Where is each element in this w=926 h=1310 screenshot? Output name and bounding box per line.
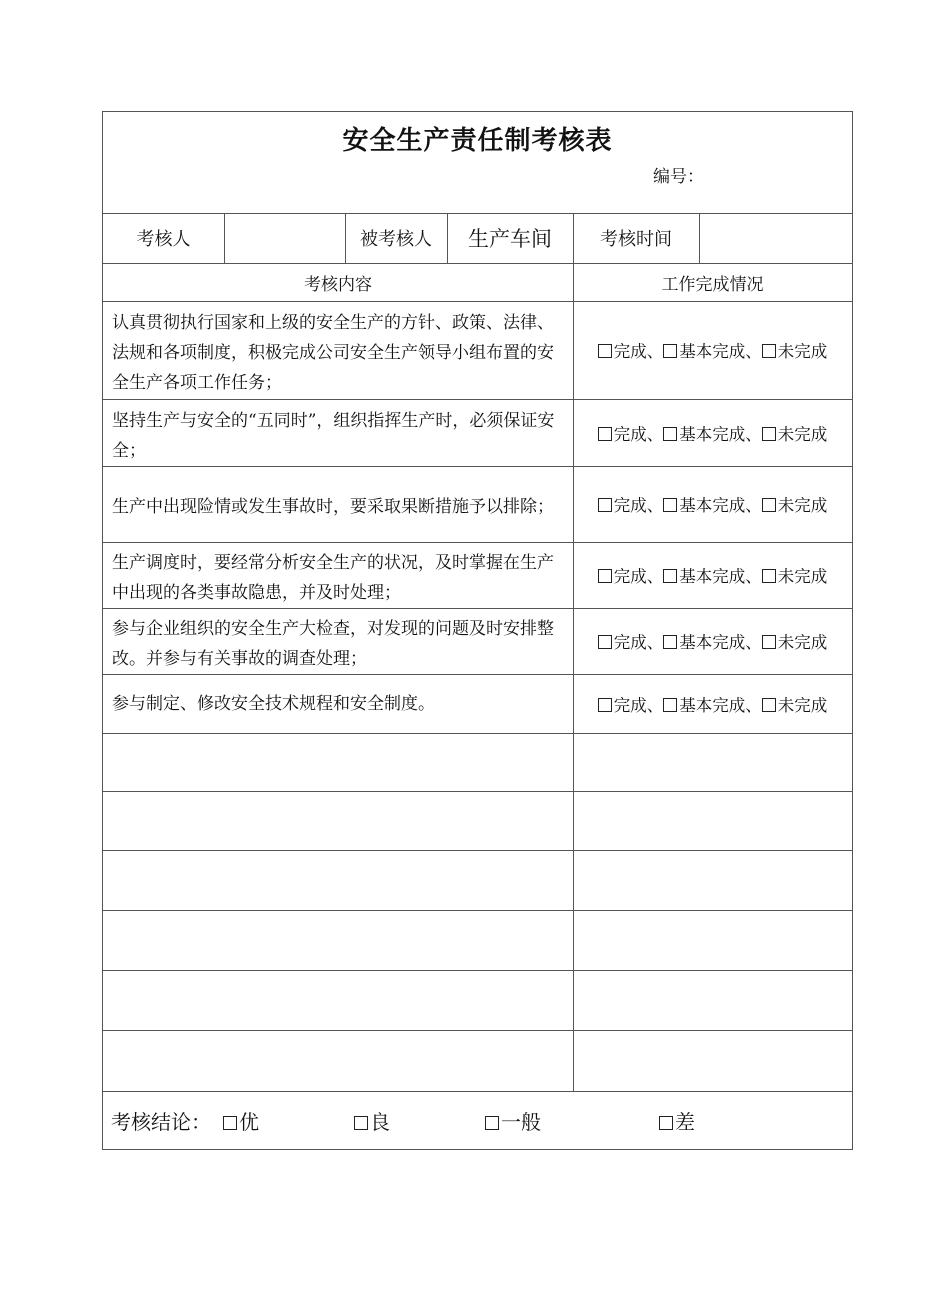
checkbox-icon bbox=[598, 427, 612, 441]
status-option-label: 完成 bbox=[613, 496, 647, 515]
assessor-label: 考核人 bbox=[136, 229, 191, 250]
status-option-label: 未完成 bbox=[777, 496, 828, 515]
status-option-label: 完成 bbox=[613, 633, 647, 652]
empty-status-cell[interactable] bbox=[573, 850, 852, 910]
empty-content-cell[interactable] bbox=[103, 970, 573, 1030]
conclusion-option-excellent[interactable]: 优 bbox=[223, 1106, 259, 1135]
item-content: 参与企业组织的安全生产大检查，对发现的问题及时安排整改。并参与有关事故的调查处理； bbox=[112, 619, 554, 669]
status-option[interactable] bbox=[762, 421, 828, 445]
item-status bbox=[573, 399, 852, 466]
status-option-label: 基本完成 bbox=[679, 424, 746, 444]
status-option-label: 未完成 bbox=[777, 424, 828, 444]
status-option[interactable] bbox=[598, 563, 647, 587]
checkbox-icon bbox=[663, 698, 677, 712]
empty-status-cell[interactable] bbox=[573, 1030, 852, 1091]
empty-content-cell[interactable] bbox=[103, 910, 573, 970]
status-option-label: 完成 bbox=[613, 567, 647, 586]
checkbox-icon bbox=[485, 1116, 499, 1130]
checkbox-icon bbox=[663, 635, 677, 649]
checkbox-icon bbox=[354, 1116, 368, 1130]
status-separator: 、 bbox=[646, 695, 664, 715]
status-separator: 、 bbox=[646, 496, 664, 515]
conclusion-option-good[interactable]: 良 bbox=[354, 1106, 390, 1135]
status-option-label: 基本完成 bbox=[679, 695, 746, 715]
conclusion-row bbox=[103, 1091, 852, 1149]
status-separator: 、 bbox=[745, 342, 762, 361]
item-status bbox=[573, 674, 852, 733]
status-option[interactable] bbox=[663, 492, 745, 516]
status-separator: 、 bbox=[745, 424, 762, 444]
status-option-label: 完成 bbox=[613, 342, 647, 361]
status-separator: 、 bbox=[646, 567, 664, 586]
status-option[interactable] bbox=[663, 563, 745, 587]
item-content: 生产中出现险情或发生事故时，要采取果断措施予以排除； bbox=[112, 497, 554, 517]
empty-status-cell[interactable] bbox=[573, 970, 852, 1030]
status-option-label: 未完成 bbox=[777, 342, 828, 361]
status-separator: 、 bbox=[646, 633, 664, 652]
assessment-time-label: 考核时间 bbox=[600, 229, 672, 250]
status-option-label: 基本完成 bbox=[679, 496, 746, 515]
status-option[interactable] bbox=[663, 338, 745, 362]
assessment-time-field[interactable] bbox=[699, 213, 852, 263]
content-column-header: 考核内容 bbox=[304, 274, 372, 295]
empty-status-cell[interactable] bbox=[573, 910, 852, 970]
form-title: 安全生产责任制考核表 bbox=[342, 126, 613, 156]
status-option[interactable] bbox=[598, 492, 647, 516]
checkbox-icon bbox=[762, 498, 776, 512]
item-content: 生产调度时，要经常分析安全生产的状况，及时掌握在生产中出现的各类事故隐患，并及时处理； bbox=[112, 553, 554, 603]
conclusion-label: 考核结论： bbox=[111, 1109, 211, 1134]
status-option-label: 基本完成 bbox=[679, 342, 746, 361]
status-option[interactable] bbox=[598, 629, 647, 653]
status-column-header: 工作完成情况 bbox=[661, 274, 764, 295]
item-content: 坚持生产与安全的“五同时”，组织指挥生产时，必须保证安全； bbox=[112, 410, 555, 461]
status-separator: 、 bbox=[745, 496, 762, 515]
checkbox-icon bbox=[663, 569, 677, 583]
checkbox-icon bbox=[762, 569, 776, 583]
item-status bbox=[573, 542, 852, 608]
empty-status-cell[interactable] bbox=[573, 733, 852, 791]
conclusion-option-poor[interactable]: 差 bbox=[659, 1106, 695, 1135]
empty-content-cell[interactable] bbox=[103, 850, 573, 910]
empty-content-cell[interactable] bbox=[103, 733, 573, 791]
status-option-label: 完成 bbox=[613, 695, 647, 715]
checkbox-icon bbox=[223, 1116, 237, 1130]
checkbox-icon bbox=[598, 569, 612, 583]
status-option[interactable] bbox=[762, 338, 828, 362]
status-separator: 、 bbox=[646, 342, 664, 361]
checkbox-icon bbox=[598, 498, 612, 512]
status-option-label: 未完成 bbox=[777, 567, 828, 586]
status-option[interactable] bbox=[598, 421, 647, 445]
status-option[interactable] bbox=[663, 692, 745, 716]
checkbox-icon bbox=[663, 498, 677, 512]
checkbox-icon bbox=[762, 427, 776, 441]
checkbox-icon bbox=[598, 698, 612, 712]
status-separator: 、 bbox=[745, 695, 762, 715]
status-option[interactable] bbox=[762, 692, 828, 716]
status-option-label: 基本完成 bbox=[679, 567, 746, 586]
status-option[interactable] bbox=[762, 492, 828, 516]
item-status bbox=[573, 301, 852, 399]
status-option[interactable] bbox=[762, 563, 828, 587]
item-content: 参与制定、修改安全技术规程和安全制度。 bbox=[112, 693, 435, 714]
checkbox-icon bbox=[598, 344, 612, 358]
status-option-label: 未完成 bbox=[777, 633, 828, 652]
checkbox-icon bbox=[762, 344, 776, 358]
checkbox-icon bbox=[762, 698, 776, 712]
status-option[interactable] bbox=[762, 629, 828, 653]
assessee-field[interactable]: 生产车间 bbox=[468, 227, 552, 251]
status-option-label: 基本完成 bbox=[679, 633, 746, 652]
empty-content-cell[interactable] bbox=[103, 1030, 573, 1091]
status-option-label: 未完成 bbox=[777, 695, 828, 715]
conclusion-option-average[interactable]: 一般 bbox=[485, 1106, 541, 1135]
assessment-form bbox=[102, 111, 853, 1150]
checkbox-icon bbox=[659, 1116, 673, 1130]
status-option[interactable] bbox=[598, 338, 647, 362]
status-separator: 、 bbox=[745, 567, 762, 586]
status-separator: 、 bbox=[646, 424, 664, 444]
checkbox-icon bbox=[598, 635, 612, 649]
item-content: 认真贯彻执行国家和上级的安全生产的方针、政策、法律、法规和各项制度，积极完成公司安全生产领导小组布置的安全生产各项工作任务； bbox=[112, 313, 554, 393]
status-option[interactable] bbox=[663, 629, 745, 653]
empty-status-cell[interactable] bbox=[573, 791, 852, 850]
item-status bbox=[573, 466, 852, 542]
empty-content-cell[interactable] bbox=[103, 791, 573, 850]
checkbox-icon bbox=[762, 635, 776, 649]
checkbox-icon bbox=[663, 427, 677, 441]
status-option[interactable] bbox=[598, 692, 647, 716]
item-status bbox=[573, 608, 852, 674]
serial-number-label: 编号： bbox=[653, 167, 704, 187]
status-separator: 、 bbox=[745, 633, 762, 652]
assessor-field[interactable] bbox=[224, 213, 345, 263]
checkbox-icon bbox=[663, 344, 677, 358]
status-option[interactable] bbox=[663, 421, 745, 445]
status-option-label: 完成 bbox=[613, 424, 647, 444]
assessee-label: 被考核人 bbox=[360, 229, 432, 250]
